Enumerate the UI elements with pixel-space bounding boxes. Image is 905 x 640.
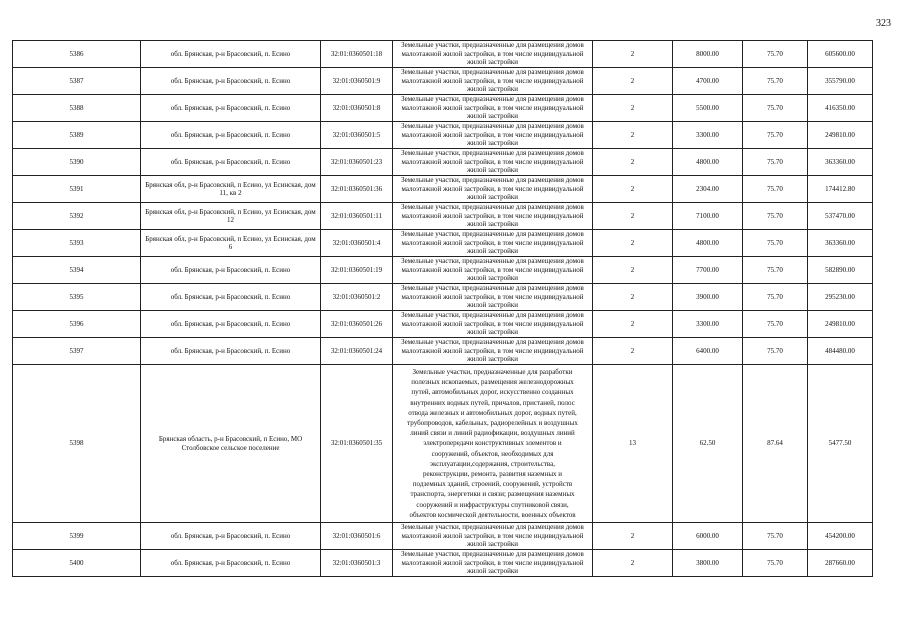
specific-value-cell: 75.70 (743, 550, 808, 577)
address-cell: обл. Брянская, р-н Брасовский, п. Есино (141, 122, 321, 149)
area-cell: 4700.00 (673, 68, 743, 95)
area-cell: 3900.00 (673, 284, 743, 311)
address-cell: обл. Брянская, р-н Брасовский, п. Есино (141, 149, 321, 176)
area-cell: 5500.00 (673, 95, 743, 122)
specific-value-cell: 87.64 (743, 365, 808, 523)
address-cell: Брянская обл, р-н Брасовский, п Есино, ул Есинская, дом 6 (141, 230, 321, 257)
address-cell: обл. Брянская, р-н Брасовский, п. Есино (141, 550, 321, 577)
permitted-use-cell: Земельные участки, предназначенные для размещения домов малоэтажной жилой застройки, в том числе индивидуальной жилой застройки (393, 203, 593, 230)
permitted-use-cell: Земельные участки, предназначенные для размещения домов малоэтажной жилой застройки, в том числе индивидуальной жилой застройки (393, 284, 593, 311)
area-cell: 4800.00 (673, 149, 743, 176)
permitted-use-cell: Земельные участки, предназначенные для размещения домов малоэтажной жилой застройки, в том числе индивидуальной жилой застройки (393, 230, 593, 257)
category-cell: 2 (593, 68, 673, 95)
table-row (13, 176, 873, 203)
permitted-use-cell: Земельные участки, предназначенные для размещения домов малоэтажной жилой застройки, в том числе индивидуальной жилой застройки (393, 41, 593, 68)
cadastral-value-cell: 249810.00 (808, 122, 873, 149)
cadastral-number-cell: 32:01:0360501:8 (321, 95, 393, 122)
category-cell: 2 (593, 41, 673, 68)
row-number-cell: 5393 (13, 230, 141, 257)
cadastral-value-cell: 416350.00 (808, 95, 873, 122)
area-cell: 3300.00 (673, 311, 743, 338)
table-row (13, 95, 873, 122)
cadastral-number-cell: 32:01:0360501:5 (321, 122, 393, 149)
row-number-cell: 5386 (13, 41, 141, 68)
row-number-cell: 5387 (13, 68, 141, 95)
cadastral-value-cell: 605600.00 (808, 41, 873, 68)
cadastral-number-cell: 32:01:0360501:4 (321, 230, 393, 257)
row-number-cell: 5389 (13, 122, 141, 149)
permitted-use-cell: Земельные участки, предназначенные для разработки полезных ископаемых, размещения железнодорожных путей, автомобильных дорог, искусственно созданных внутренних водных путей, причалов, пристаней, полос отвода железных и автомобильных дорог, водных путей, трубопроводов, кабельных, радиорелейных и воздушных линий связи и линий радиофикации, воздушных линий электропередачи конструктивных элементов и сооружений, объектов, необходимых для эксплуатации,содержания, строительства, реконструкции, ремонта, развития наземных и подземных зданий, строений, сооружений, устройств транспорта, энергетики и связи; размещения наземных сооружений и инфраструктуры спутниковой связи, объектов космической деятельности, военных объектов (393, 365, 593, 523)
cadastral-value-cell: 484480.00 (808, 338, 873, 365)
address-cell: Брянская обл, р-н Брасовский, п Есино, ул Есинская, дом 11, кв 2 (141, 176, 321, 203)
address-cell: обл. Брянская, р-н Брасовский, п. Есино (141, 41, 321, 68)
area-cell: 6000.00 (673, 523, 743, 550)
area-cell: 4800.00 (673, 230, 743, 257)
area-cell: 2304.00 (673, 176, 743, 203)
area-cell: 8000.00 (673, 41, 743, 68)
cadastral-value-table (12, 40, 873, 577)
row-number-cell: 5392 (13, 203, 141, 230)
category-cell: 2 (593, 311, 673, 338)
row-number-cell: 5388 (13, 95, 141, 122)
specific-value-cell: 75.70 (743, 311, 808, 338)
page-number: 323 (876, 18, 891, 29)
table-body (13, 41, 873, 577)
specific-value-cell: 75.70 (743, 122, 808, 149)
address-cell: Брянская область, р-н Брасовский, п Есино, МО Столбовское сельское поселение (141, 365, 321, 523)
permitted-use-cell: Земельные участки, предназначенные для размещения домов малоэтажной жилой застройки, в том числе индивидуальной жилой застройки (393, 257, 593, 284)
cadastral-number-cell: 32:01:0360501:24 (321, 338, 393, 365)
address-cell: Брянская обл, р-н Брасовский, п Есино, ул Есинская, дом 12 (141, 203, 321, 230)
permitted-use-cell: Земельные участки, предназначенные для размещения домов малоэтажной жилой застройки, в том числе индивидуальной жилой застройки (393, 95, 593, 122)
area-cell: 6400.00 (673, 338, 743, 365)
cadastral-number-cell: 32:01:0360501:26 (321, 311, 393, 338)
specific-value-cell: 75.70 (743, 95, 808, 122)
table-row (13, 284, 873, 311)
address-cell: обл. Брянская, р-н Брасовский, п. Есино (141, 311, 321, 338)
permitted-use-cell: Земельные участки, предназначенные для размещения домов малоэтажной жилой застройки, в том числе индивидуальной жилой застройки (393, 68, 593, 95)
cadastral-value-cell: 295230.00 (808, 284, 873, 311)
address-cell: обл. Брянская, р-н Брасовский, п. Есино (141, 95, 321, 122)
area-cell: 3800.00 (673, 550, 743, 577)
cadastral-value-cell: 363360.00 (808, 149, 873, 176)
category-cell: 2 (593, 176, 673, 203)
cadastral-value-cell: 355790.00 (808, 68, 873, 95)
specific-value-cell: 75.70 (743, 230, 808, 257)
cadastral-number-cell: 32:01:0360501:19 (321, 257, 393, 284)
specific-value-cell: 75.70 (743, 68, 808, 95)
cadastral-number-cell: 32:01:0360501:3 (321, 550, 393, 577)
cadastral-number-cell: 32:01:0360501:11 (321, 203, 393, 230)
address-cell: обл. Брянская, р-н Брасовский, п. Есино (141, 338, 321, 365)
cadastral-value-cell: 363360.00 (808, 230, 873, 257)
category-cell: 13 (593, 365, 673, 523)
table-row (13, 41, 873, 68)
cadastral-value-cell: 174412.80 (808, 176, 873, 203)
row-number-cell: 5399 (13, 523, 141, 550)
permitted-use-cell: Земельные участки, предназначенные для размещения домов малоэтажной жилой застройки, в том числе индивидуальной жилой застройки (393, 149, 593, 176)
category-cell: 2 (593, 550, 673, 577)
row-number-cell: 5398 (13, 365, 141, 523)
table-row (13, 311, 873, 338)
permitted-use-cell: Земельные участки, предназначенные для размещения домов малоэтажной жилой застройки, в том числе индивидуальной жилой застройки (393, 176, 593, 203)
table-row (13, 122, 873, 149)
table-row (13, 230, 873, 257)
address-cell: обл. Брянская, р-н Брасовский, п. Есино (141, 284, 321, 311)
cadastral-value-cell: 454200.00 (808, 523, 873, 550)
address-cell: обл. Брянская, р-н Брасовский, п. Есино (141, 523, 321, 550)
specific-value-cell: 75.70 (743, 338, 808, 365)
address-cell: обл. Брянская, р-н Брасовский, п. Есино (141, 257, 321, 284)
area-cell: 7100.00 (673, 203, 743, 230)
specific-value-cell: 75.70 (743, 203, 808, 230)
table-row (13, 338, 873, 365)
row-number-cell: 5395 (13, 284, 141, 311)
table-row (13, 550, 873, 577)
table-row (13, 203, 873, 230)
table-row (13, 149, 873, 176)
row-number-cell: 5391 (13, 176, 141, 203)
category-cell: 2 (593, 338, 673, 365)
category-cell: 2 (593, 257, 673, 284)
specific-value-cell: 75.70 (743, 41, 808, 68)
permitted-use-cell: Земельные участки, предназначенные для размещения домов малоэтажной жилой застройки, в том числе индивидуальной жилой застройки (393, 550, 593, 577)
cadastral-value-cell: 5477.50 (808, 365, 873, 523)
cadastral-value-cell: 249810.00 (808, 311, 873, 338)
cadastral-number-cell: 32:01:0360501:35 (321, 365, 393, 523)
permitted-use-cell: Земельные участки, предназначенные для размещения домов малоэтажной жилой застройки, в том числе индивидуальной жилой застройки (393, 311, 593, 338)
area-cell: 7700.00 (673, 257, 743, 284)
cadastral-number-cell: 32:01:0360501:9 (321, 68, 393, 95)
permitted-use-cell: Земельные участки, предназначенные для размещения домов малоэтажной жилой застройки, в том числе индивидуальной жилой застройки (393, 523, 593, 550)
cadastral-value-cell: 287660.00 (808, 550, 873, 577)
specific-value-cell: 75.70 (743, 523, 808, 550)
permitted-use-cell: Земельные участки, предназначенные для размещения домов малоэтажной жилой застройки, в том числе индивидуальной жилой застройки (393, 122, 593, 149)
cadastral-number-cell: 32:01:0360501:18 (321, 41, 393, 68)
category-cell: 2 (593, 149, 673, 176)
specific-value-cell: 75.70 (743, 149, 808, 176)
area-cell: 3300.00 (673, 122, 743, 149)
cadastral-value-cell: 582890.00 (808, 257, 873, 284)
specific-value-cell: 75.70 (743, 284, 808, 311)
permitted-use-cell: Земельные участки, предназначенные для размещения домов малоэтажной жилой застройки, в том числе индивидуальной жилой застройки (393, 338, 593, 365)
address-cell: обл. Брянская, р-н Брасовский, п. Есино (141, 68, 321, 95)
table-row (13, 257, 873, 284)
table-row (13, 523, 873, 550)
table-row (13, 68, 873, 95)
row-number-cell: 5400 (13, 550, 141, 577)
cadastral-number-cell: 32:01:0360501:36 (321, 176, 393, 203)
category-cell: 2 (593, 284, 673, 311)
category-cell: 2 (593, 203, 673, 230)
row-number-cell: 5396 (13, 311, 141, 338)
row-number-cell: 5397 (13, 338, 141, 365)
row-number-cell: 5394 (13, 257, 141, 284)
category-cell: 2 (593, 230, 673, 257)
cadastral-number-cell: 32:01:0360501:23 (321, 149, 393, 176)
cadastral-value-cell: 537470.00 (808, 203, 873, 230)
specific-value-cell: 75.70 (743, 257, 808, 284)
row-number-cell: 5390 (13, 149, 141, 176)
category-cell: 2 (593, 95, 673, 122)
cadastral-number-cell: 32:01:0360501:6 (321, 523, 393, 550)
table-row (13, 365, 873, 523)
category-cell: 2 (593, 523, 673, 550)
specific-value-cell: 75.70 (743, 176, 808, 203)
cadastral-number-cell: 32:01:0360501:2 (321, 284, 393, 311)
category-cell: 2 (593, 122, 673, 149)
area-cell: 62.50 (673, 365, 743, 523)
